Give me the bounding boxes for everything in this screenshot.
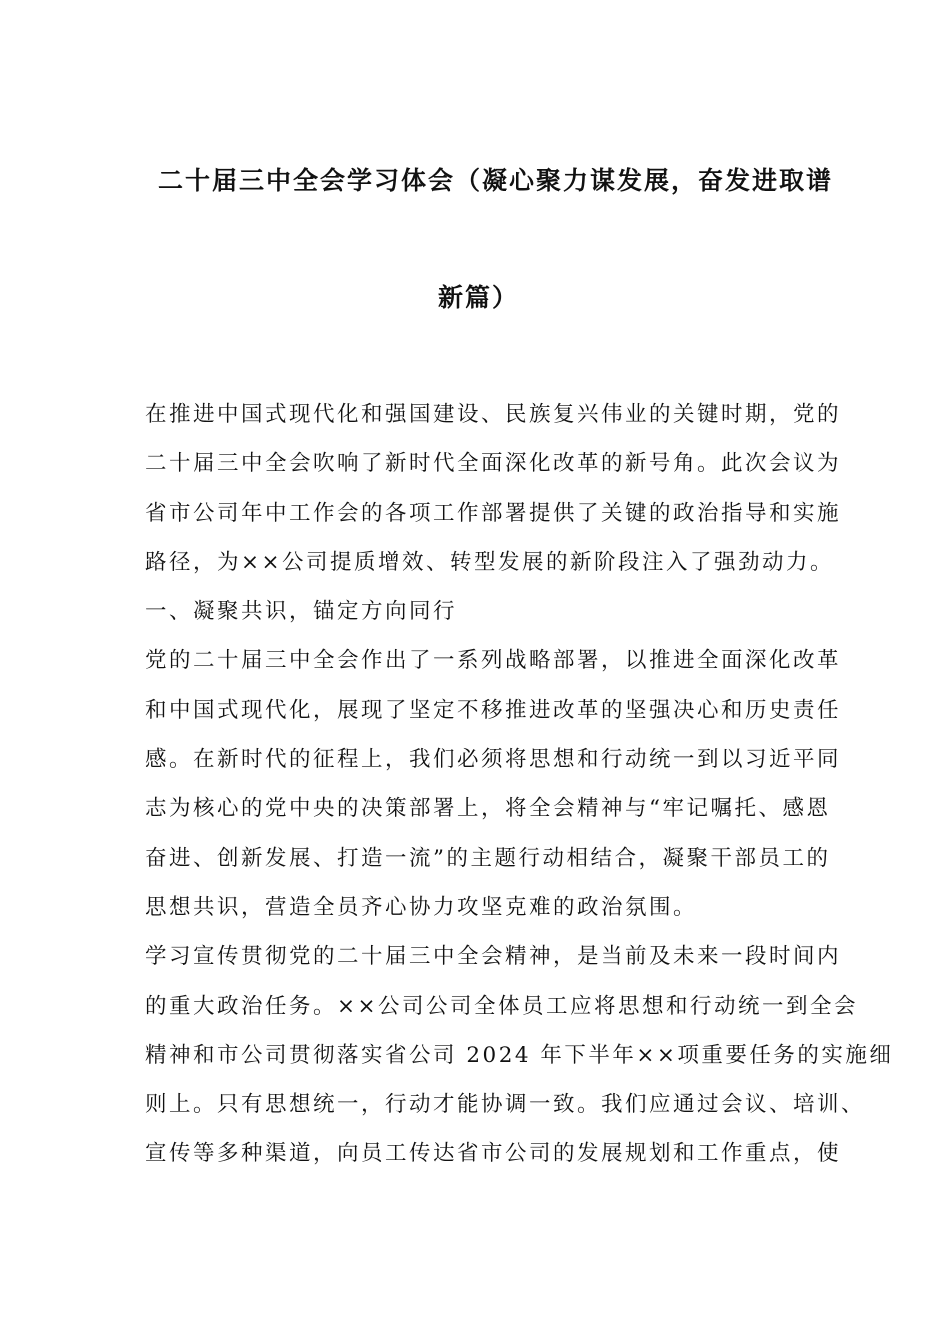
document-title-line-1: 二十届三中全会学习体会（凝心聚力谋发展，奋发进取谱: [158, 166, 834, 195]
body-line: 宣传等多种渠道，向员工传达省市公司的发展规划和工作重点，使: [145, 1141, 842, 1167]
body-line: 志为核心的党中央的决策部署上，将全会精神与“牢记嘱托、感恩: [145, 796, 831, 822]
body-line: 学习宣传贯彻党的二十届三中全会精神，是当前及未来一段时间内: [145, 944, 842, 970]
body-line: 和中国式现代化，展现了坚定不移推进改革的坚强决心和历史责任: [145, 697, 842, 723]
body-line: 奋进、创新发展、打造一流”的主题行动相结合，凝聚干部员工的: [145, 845, 831, 871]
document-title-line-2: 新篇）: [438, 283, 520, 312]
body-line: 二十届三中全会吹响了新时代全面深化改革的新号角。此次会议为: [145, 451, 842, 477]
body-line: 路径，为××公司提质增效、转型发展的新阶段注入了强劲动力。: [145, 549, 835, 575]
body-line: 则上。只有思想统一，行动才能协调一致。我们应通过会议、培训、: [145, 1092, 866, 1118]
body-line: 省市公司年中工作会的各项工作部署提供了关键的政治指导和实施: [145, 500, 842, 526]
body-line: 党的二十届三中全会作出了一系列战略部署，以推进全面深化改革: [145, 648, 842, 674]
document-body: [145, 397, 894, 1186]
body-line: 在推进中国式现代化和强国建设、民族复兴伟业的关键时期，党的: [145, 402, 842, 427]
section-heading: 一、凝聚共识，锚定方向同行: [145, 599, 458, 625]
body-line: 思想共识，营造全员齐心协力攻坚克难的政治氛围。: [145, 894, 698, 920]
body-line: 精神和市公司贯彻落实省公司 2024 年下半年××项重要任务的实施细: [145, 1042, 894, 1068]
body-line: 感。在新时代的征程上，我们必须将思想和行动统一到以习近平同: [145, 747, 842, 773]
body-line: 的重大政治任务。××公司公司全体员工应将思想和行动统一到全会: [145, 993, 859, 1019]
